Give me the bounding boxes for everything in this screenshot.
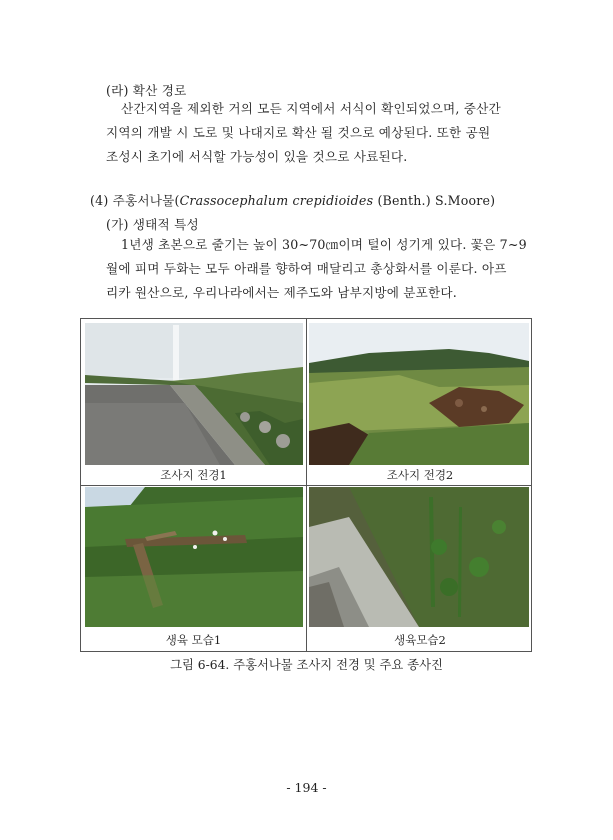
photo-site-view-2 bbox=[309, 323, 529, 465]
photo-growth-2 bbox=[309, 487, 529, 627]
section-ra-line-2: 지역의 개발 시 도로 및 나대지로 확산 될 것으로 예상된다. 또한 공원 bbox=[106, 125, 491, 140]
section-ga-line-3: 리카 원산으로, 우리나라에서는 제주도와 남부지방에 분포한다. bbox=[106, 285, 457, 300]
photo-caption-4: 생육모습2 bbox=[394, 633, 446, 647]
species-scientific-name: Crassocephalum crepidioides bbox=[179, 193, 374, 208]
photo-grid bbox=[80, 318, 532, 652]
grid-divider-middle bbox=[81, 485, 531, 486]
photo-caption-1: 조사지 전경1 bbox=[160, 468, 227, 482]
photo-site-view-1 bbox=[85, 323, 303, 465]
species-number-label: (4) 주홍서나물( bbox=[90, 193, 180, 208]
species-heading bbox=[90, 190, 495, 209]
figure-caption: 그림 6-64. 주홍서나물 조사지 전경 및 주요 종사진 bbox=[170, 658, 443, 672]
section-ga-line-1: 1년생 초본으로 줄기는 높이 30~70㎝이며 털이 성기게 있다. 꽃은 7~9 bbox=[121, 237, 527, 252]
section-ga-heading: (가) 생태적 특성 bbox=[106, 217, 199, 232]
section-ra-line-1: 산간지역을 제외한 거의 모든 지역에서 서식이 확인되었으며, 중산간 bbox=[121, 101, 501, 116]
page-number: - 194 - bbox=[286, 780, 327, 795]
photo-caption-3: 생육 모습1 bbox=[165, 633, 222, 647]
photo-caption-2: 조사지 전경2 bbox=[386, 468, 454, 482]
section-ga-line-2: 월에 피며 두화는 모두 아래를 향하여 매달리고 총상화서를 이룬다. 아프 bbox=[106, 261, 507, 276]
species-author: (Benth.) S.Moore) bbox=[373, 193, 496, 208]
section-ra-line-3: 조성시 초기에 서식할 가능성이 있을 것으로 사료된다. bbox=[106, 149, 408, 164]
section-ra-heading: (라) 확산 경로 bbox=[106, 83, 187, 98]
photo-growth-1 bbox=[85, 487, 303, 627]
